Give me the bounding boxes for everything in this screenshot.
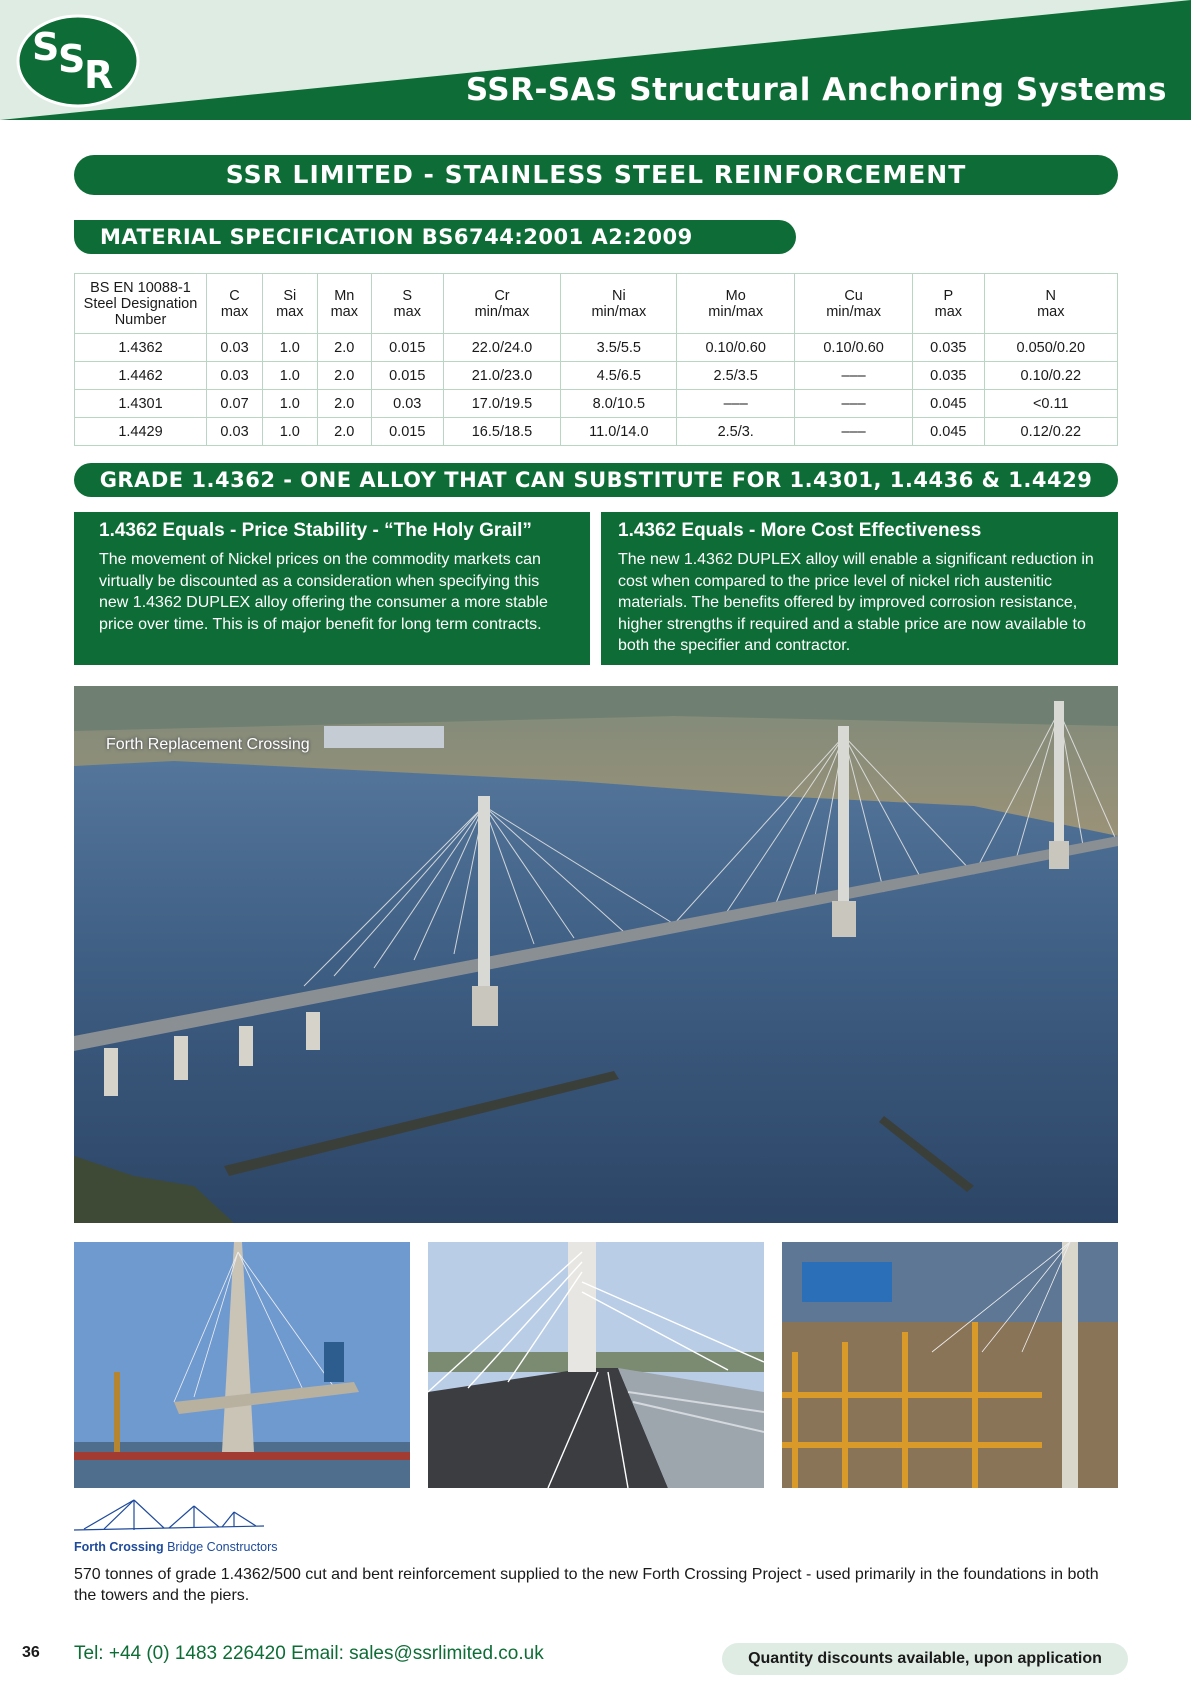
table-cell: 11.0/14.0 [561,418,677,446]
forth-crossing-logo [74,1498,294,1558]
header-title: SSR-SAS Structural Anchoring Systems [465,72,1167,108]
price-stability-title: 1.4362 Equals - Price Stability - “The Holy Grail” [99,520,532,541]
header-designation: BS EN 10088-1 Steel Designation Number [75,274,207,334]
table-cell: 0.015 [372,418,444,446]
header-cr: Cr min/max [443,274,561,334]
header-mn: Mn max [317,274,371,334]
table-cell: 2.0 [317,390,371,418]
table-cell: 21.0/23.0 [443,362,561,390]
table-header-row [75,274,1118,334]
ssr-logo [18,16,138,106]
table-cell: ––– [795,418,913,446]
table-cell: 0.03 [207,334,263,362]
cost-effectiveness-body: The new 1.4362 DUPLEX alloy will enable a significant reduction in cost when compared to the price level of nickel rich austenitic materials. The benefits offered by improved corrosion resistance, higher strengths if required and a stable price are now available to both the specifier and contractor. [618,551,1094,654]
table-cell: 17.0/19.5 [443,390,561,418]
svg-text:R: R [84,53,114,97]
table-cell: 0.015 [372,334,444,362]
table-row [75,418,1118,446]
table-cell: ––– [795,390,913,418]
bridge-main-photo [74,686,1118,1223]
project-description: 570 tonnes of grade 1.4362/500 cut and bent reinforcement supplied to the new Forth Crossing Project - used primarily in the foundations in both the towers and the piers. [74,1566,1099,1604]
table-cell: 1.4362 [75,334,207,362]
table-cell: 0.10/0.22 [984,362,1117,390]
bridge-aerial-image [74,686,1118,1223]
table-cell: 2.5/3. [677,418,795,446]
header-s: S max [372,274,444,334]
table-cell: 2.0 [317,418,371,446]
main-banner: SSR LIMITED - STAINLESS STEEL REINFORCEMENT [74,155,1118,195]
cost-effectiveness-box [601,512,1118,665]
formwork-photo [782,1242,1118,1488]
table-row [75,362,1118,390]
table-cell: 1.4429 [75,418,207,446]
table-cell: 0.045 [913,390,985,418]
table-cell: 16.5/18.5 [443,418,561,446]
header-ni: Ni min/max [561,274,677,334]
table-cell: 2.0 [317,334,371,362]
svg-text:S: S [58,37,86,81]
table-cell: 0.03 [207,362,263,390]
table-cell: 0.10/0.60 [795,334,913,362]
header-si: Si max [263,274,317,334]
grade-banner: GRADE 1.4362 - ONE ALLOY THAT CAN SUBSTITUTE FOR 1.4301, 1.4436 & 1.4429 [74,463,1118,497]
price-stability-body: The movement of Nickel prices on the commodity markets can virtually be discounted as a consideration when specifying this new 1.4362 DUPLEX alloy offering the consumer a more stable price over time. This is of major benefit for long term contracts. [99,551,548,633]
table-cell: 1.0 [263,334,317,362]
material-spec-table [74,273,1118,446]
bridge-deck-image [428,1242,764,1488]
table-cell: <0.11 [984,390,1117,418]
table-cell: 22.0/24.0 [443,334,561,362]
formwork-image [782,1242,1118,1488]
forth-crossing-bridge-icon [74,1498,264,1534]
header-n: N max [984,274,1117,334]
page-header [0,0,1191,120]
table-cell: 2.5/3.5 [677,362,795,390]
main-photo-caption: Forth Replacement Crossing [106,736,310,753]
table-cell: 0.07 [207,390,263,418]
header-mo: Mo min/max [677,274,795,334]
table-cell: 0.015 [372,362,444,390]
table-cell: 1.4301 [75,390,207,418]
price-stability-box [74,512,590,665]
table-row [75,390,1118,418]
table-cell: 1.0 [263,390,317,418]
table-cell: ––– [677,390,795,418]
table-cell: 0.035 [913,334,985,362]
table-cell: 0.03 [372,390,444,418]
table-cell: 1.4462 [75,362,207,390]
table-cell: 0.050/0.20 [984,334,1117,362]
header-p: P max [913,274,985,334]
cost-effectiveness-title: 1.4362 Equals - More Cost Effectiveness [618,520,982,541]
table-cell: 0.045 [913,418,985,446]
table-cell: 8.0/10.5 [561,390,677,418]
table-cell: 1.0 [263,418,317,446]
table-cell: 0.03 [207,418,263,446]
header-cu: Cu min/max [795,274,913,334]
forth-crossing-logo-text: Forth Crossing Bridge Constructors [74,1540,278,1554]
discount-badge: Quantity discounts available, upon application [722,1643,1128,1675]
table-cell: 3.5/5.5 [561,334,677,362]
table-cell: 0.035 [913,362,985,390]
contact-info[interactable]: Tel: +44 (0) 1483 226420 Email: sales@ssrlimited.co.uk [74,1643,544,1664]
table-cell: 4.5/6.5 [561,362,677,390]
table-cell: ––– [795,362,913,390]
table-row [75,334,1118,362]
page-number: 36 [22,1644,40,1661]
svg-text:S: S [32,25,60,69]
tower-construction-image [74,1242,410,1488]
table-cell: 0.10/0.60 [677,334,795,362]
table-cell: 0.12/0.22 [984,418,1117,446]
tower-construction-photo [74,1242,410,1488]
table-cell: 1.0 [263,362,317,390]
bridge-deck-photo [428,1242,764,1488]
header-c: C max [207,274,263,334]
table-cell: 2.0 [317,362,371,390]
spec-banner: MATERIAL SPECIFICATION BS6744:2001 A2:2009 [74,220,796,254]
